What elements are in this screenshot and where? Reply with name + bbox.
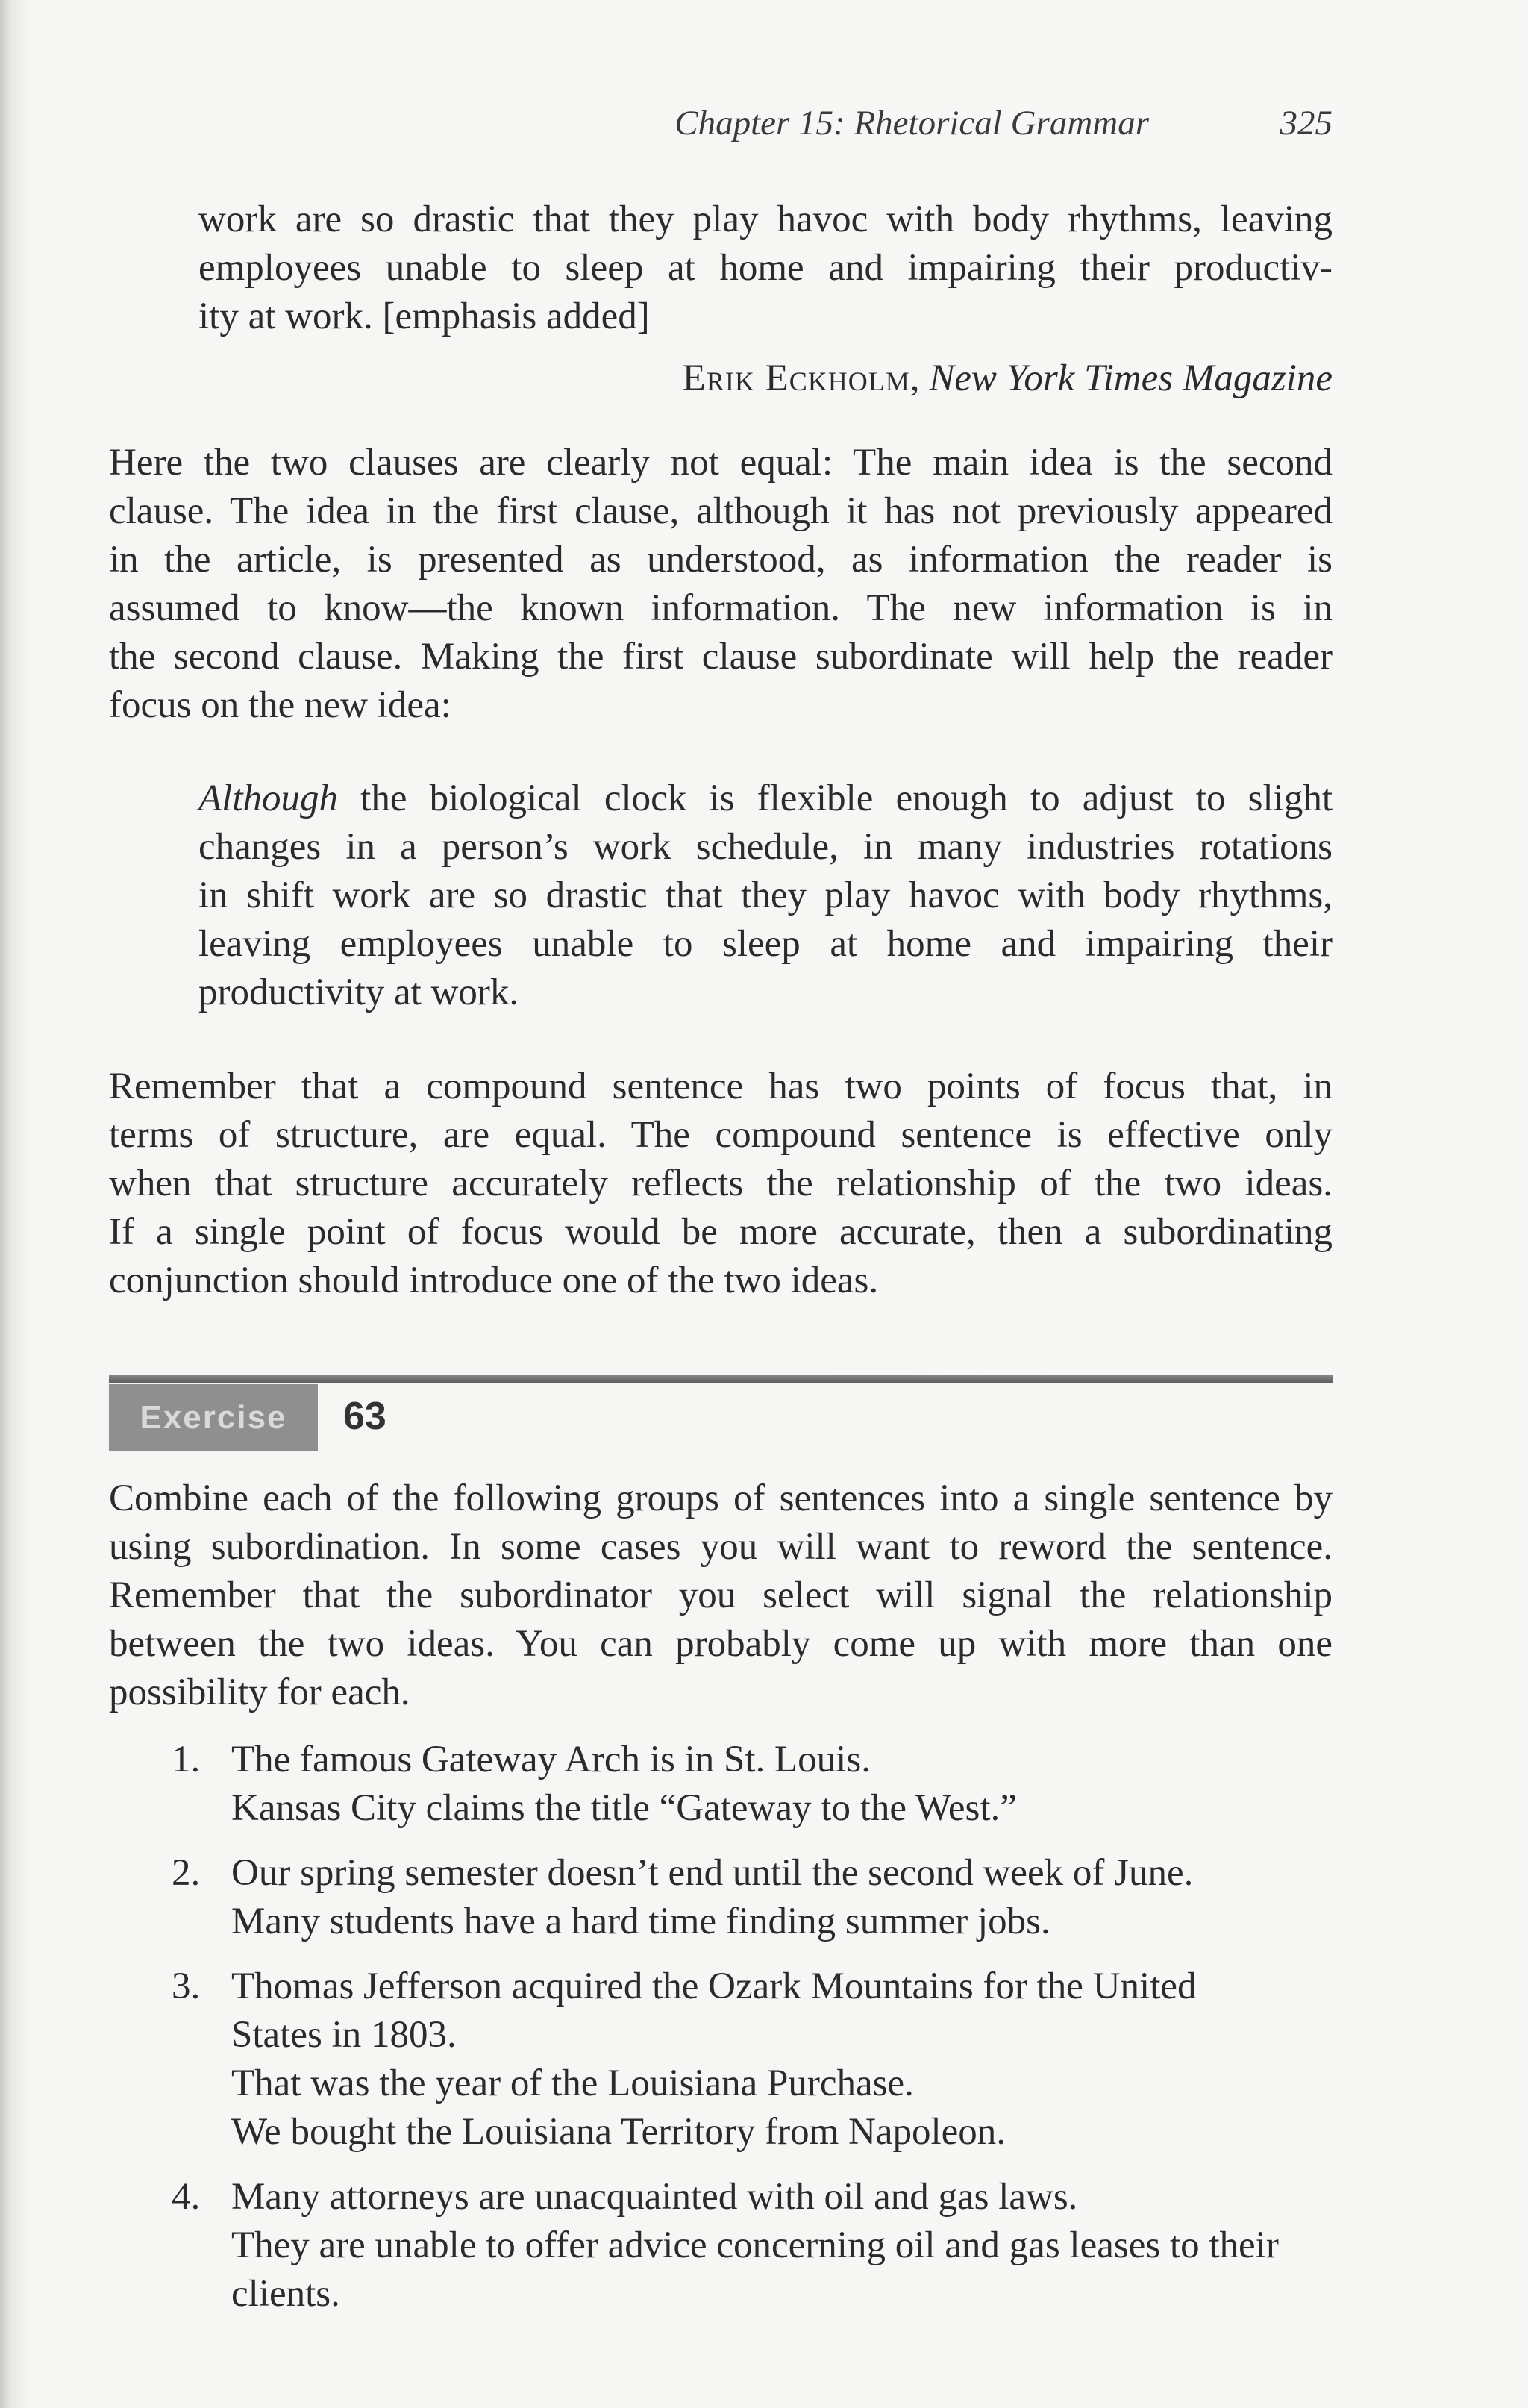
quote-line: ity at work. [emphasis added]	[198, 295, 650, 337]
paragraph-line: in the article, is presented as understood, as information the reader is	[109, 539, 1333, 581]
item-line: clients.	[231, 2273, 340, 2315]
instruction-line: possibility for each.	[109, 1671, 410, 1713]
quote-line	[198, 775, 1333, 823]
exercise-number: 63	[343, 1395, 386, 1438]
emphasized-word: Although	[198, 778, 338, 819]
quote-line: leaving employees unable to sleep at home and impairing their	[198, 923, 1333, 965]
paragraph-line: Here the two clauses are clearly not equal: The main idea is the second	[109, 442, 1333, 484]
instruction-line: Remember that the subordinator you select will signal the relationship	[109, 1574, 1333, 1616]
page-number: 325	[1280, 104, 1333, 143]
exercise-instructions	[109, 1474, 1333, 1717]
item-line: Our spring semester doesn’t end until the second week of June.	[231, 1852, 1194, 1894]
item-line: That was the year of the Louisiana Purchase.	[231, 2063, 914, 2104]
chapter-title: Chapter 15: Rhetorical Grammar	[674, 104, 1149, 143]
instruction-line: Combine each of the following groups of sentences into a single sentence by	[109, 1477, 1333, 1519]
item-line: Kansas City claims the title “Gateway to the West.”	[231, 1787, 1017, 1829]
attribution-author: Erik Eckholm	[682, 357, 910, 399]
attribution-separator: ,	[909, 357, 930, 399]
item-line: We bought the Louisiana Territory from Napoleon.	[231, 2111, 1006, 2153]
quote-line: work are so drastic that they play havoc with body rhythms, leaving	[198, 198, 1333, 240]
exercise-label: Exercise	[109, 1384, 318, 1451]
paragraph-line: focus on the new idea:	[109, 684, 451, 726]
revised-quote	[198, 775, 1333, 1017]
paragraph-line: Remember that a compound sentence has two points of focus that, in	[109, 1066, 1333, 1107]
item-number: 3.	[172, 1966, 201, 2007]
quote-continuation	[198, 196, 1333, 341]
paragraph-line: If a single point of focus would be more accurate, then a subordinating	[109, 1211, 1333, 1253]
instruction-line: between the two ideas. You can probably come up with more than one	[109, 1623, 1333, 1665]
quote-line: productivity at work.	[198, 972, 519, 1013]
paragraph-line: clause. The idea in the first clause, although it has not previously appeared	[109, 490, 1333, 532]
quote-attribution	[683, 357, 1333, 400]
quote-line-rest: the biological clock is flexible enough to adjust to slight	[338, 778, 1333, 819]
paragraph-line: assumed to know—the known information. The new information is in	[109, 587, 1333, 629]
item-line: Many students have a hard time finding summer jobs.	[231, 1901, 1050, 1942]
exercise-rule	[109, 1375, 1333, 1383]
quote-line: employees unable to sleep at home and impairing their productiv-	[198, 247, 1333, 289]
body-paragraph-1	[109, 439, 1333, 730]
paragraph-line: the second clause. Making the first clause subordinate will help the reader	[109, 636, 1333, 678]
instruction-line: using subordination. In some cases you will want to reword the sentence.	[109, 1526, 1333, 1568]
body-paragraph-2	[109, 1063, 1333, 1305]
item-number: 2.	[172, 1852, 201, 1894]
item-number: 1.	[172, 1739, 201, 1780]
item-line: They are unable to offer advice concerning oil and gas leases to their	[231, 2224, 1279, 2266]
item-line: The famous Gateway Arch is in St. Louis.	[231, 1739, 871, 1780]
paragraph-line: when that structure accurately reflects the relationship of the two ideas.	[109, 1163, 1333, 1204]
item-line: States in 1803.	[231, 2014, 457, 2056]
quote-line: in shift work are so drastic that they play havoc with body rhythms,	[198, 875, 1333, 916]
attribution-publication: New York Times Magazine	[929, 357, 1333, 399]
paragraph-line: conjunction should introduce one of the two ideas.	[109, 1260, 879, 1301]
quote-line: changes in a person’s work schedule, in many industries rotations	[198, 826, 1333, 868]
item-line: Thomas Jefferson acquired the Ozark Mountains for the United	[231, 1966, 1197, 2007]
item-number: 4.	[172, 2176, 201, 2218]
item-line: Many attorneys are unacquainted with oil and gas laws.	[231, 2176, 1078, 2218]
paragraph-line: terms of structure, are equal. The compound sentence is effective only	[109, 1114, 1333, 1156]
